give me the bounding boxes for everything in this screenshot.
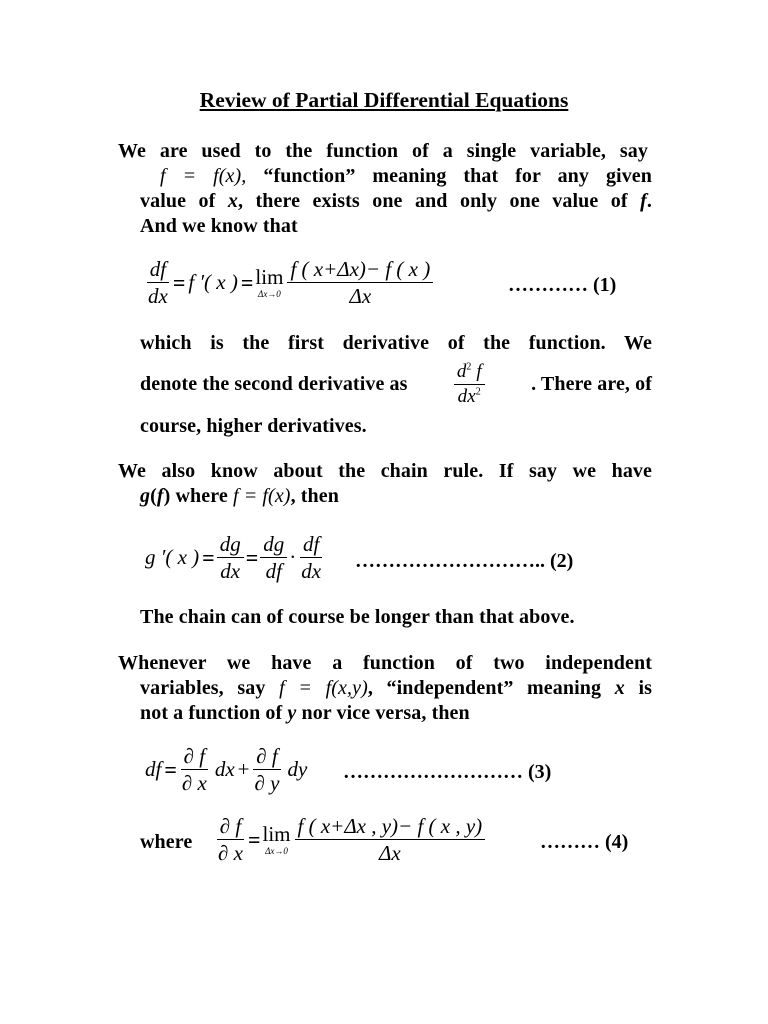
dot-leader: ………… [508, 274, 588, 296]
dgdf-fraction [260, 533, 287, 582]
paragraph-1-line-4: And we know that [140, 215, 298, 237]
where-label: where [140, 831, 193, 853]
denominator: dx [301, 559, 322, 584]
limit-label: lim [255, 264, 284, 289]
equation-4 [213, 815, 487, 864]
limit [262, 821, 291, 856]
limit [255, 264, 284, 299]
denominator: ∂ y [254, 771, 280, 796]
limit-label: lim [262, 821, 291, 846]
total-differential: df [145, 757, 162, 782]
text-span: , then [290, 485, 339, 507]
equation-number: (2) [550, 550, 574, 572]
equation-3-number [343, 761, 551, 784]
equation-number: (1) [593, 274, 617, 296]
equation-number: (4) [605, 831, 629, 853]
text-span: nor vice versa, then [301, 702, 470, 724]
text-span: . [646, 190, 652, 212]
numerator: df [300, 533, 322, 558]
numerator: dg [217, 533, 244, 558]
paragraph-2-line-3: course, higher derivatives. [140, 415, 367, 437]
paragraph-5-line-3 [140, 702, 470, 725]
denominator: dx [220, 559, 241, 584]
limit-subscript: Δx→0 [265, 845, 288, 856]
equation-3 [145, 745, 307, 794]
denominator [455, 385, 484, 407]
paragraph-1-line-1: We are used to the function of a single variable, say [118, 140, 648, 162]
dfdx-fraction [298, 533, 324, 582]
second-derivative-fraction [454, 362, 485, 407]
paragraph-1-line-3 [140, 190, 652, 213]
equals-sign: = [245, 544, 259, 570]
equals-sign: = [202, 544, 215, 570]
text-span: ) where [163, 485, 228, 507]
dot-operator: · [289, 545, 297, 570]
equation-2 [145, 533, 326, 582]
paragraph-3-line-1: We also know about the chain rule. If say we have [118, 460, 652, 482]
equation-number: (3) [528, 761, 552, 783]
numerator: f ( x+Δx)− f ( x ) [287, 258, 433, 283]
text-span: variables, say [140, 677, 266, 699]
numerator: ∂ f [217, 815, 244, 840]
denominator: Δx [349, 284, 372, 309]
limit-subscript: Δx→0 [258, 288, 281, 299]
partial-fx-fraction [215, 815, 246, 864]
numerator: ∂ f [253, 745, 280, 770]
text-span: . There are, of [531, 372, 652, 395]
dgdx-fraction [217, 533, 244, 582]
function-notation: f = f(x) [232, 485, 291, 507]
text-span: not a function of [140, 702, 283, 724]
equation-1 [143, 258, 435, 307]
dot-leader: ……… [540, 831, 600, 853]
superscript: 2 [475, 386, 481, 398]
partial-fx-fraction [179, 745, 210, 794]
equation-2-number [355, 550, 573, 573]
f-symbol: f [471, 361, 482, 382]
partial-fy-fraction [252, 745, 283, 794]
denominator: ∂ x [218, 841, 243, 866]
function-notation: f = f(x,y) [279, 677, 368, 699]
superscript: 2 [466, 361, 472, 373]
text-span: ( [150, 485, 157, 507]
text-span: , “independent” meaning [367, 677, 602, 699]
paragraph-5-line-2 [140, 677, 652, 700]
derivative-notation: g ′( x ) [145, 545, 200, 570]
dy-term: dy [287, 757, 308, 782]
dx-term: dx [214, 757, 235, 782]
variable-g: g [140, 485, 151, 507]
numerator [454, 362, 485, 385]
paragraph-2-line-2 [140, 362, 652, 407]
page-title: Review of Partial Differential Equations [199, 88, 569, 112]
text-span: , there exists one and only one value of [237, 190, 628, 212]
equals-sign: = [240, 269, 254, 295]
paragraph-2-line-1: which is the first derivative of the function. We [140, 332, 652, 354]
equation-1-number [508, 274, 616, 297]
paragraph-1-line-2 [160, 165, 652, 188]
variable-f: f [156, 485, 164, 507]
variable-y: y [287, 702, 297, 724]
numerator: ∂ f [181, 745, 208, 770]
equals-sign: = [164, 756, 177, 782]
dfdx-fraction [145, 258, 171, 307]
dot-leader: ……………………… [343, 761, 523, 783]
difference-quotient [287, 258, 433, 307]
partial-difference-quotient [295, 815, 486, 864]
numerator: f ( x+Δx , y)− f ( x , y) [295, 815, 486, 840]
d-symbol: d [456, 361, 467, 382]
text-span: value of [140, 190, 216, 212]
dx-symbol: dx [457, 385, 476, 407]
variable-f: f [640, 190, 647, 212]
variable-x: x [614, 677, 625, 699]
denominator: ∂ x [181, 771, 207, 796]
equals-sign: = [172, 269, 186, 295]
equation-4-number [540, 831, 628, 854]
numerator: df [147, 258, 169, 283]
function-notation: f = f(x), [160, 165, 247, 187]
denominator: df [265, 559, 282, 584]
denominator: dx [148, 284, 168, 309]
paragraph-3-line-2 [140, 485, 339, 508]
paragraph-4-line-1: The chain can of course be longer than that above. [140, 606, 575, 628]
dot-leader: ……………………….. [355, 550, 545, 572]
text-span: denote the second derivative as [140, 372, 408, 395]
denominator: Δx [379, 841, 401, 866]
variable-x: x [227, 190, 238, 212]
paragraph-5-line-1: Whenever we have a function of two independent [118, 652, 652, 674]
text-span: is [638, 677, 652, 699]
derivative-notation: f ′( x ) [188, 270, 238, 295]
numerator: dg [260, 533, 287, 558]
function-definition-text: “function” meaning that for any given [263, 165, 652, 187]
plus-sign: + [237, 757, 250, 782]
equals-sign: = [247, 826, 261, 852]
